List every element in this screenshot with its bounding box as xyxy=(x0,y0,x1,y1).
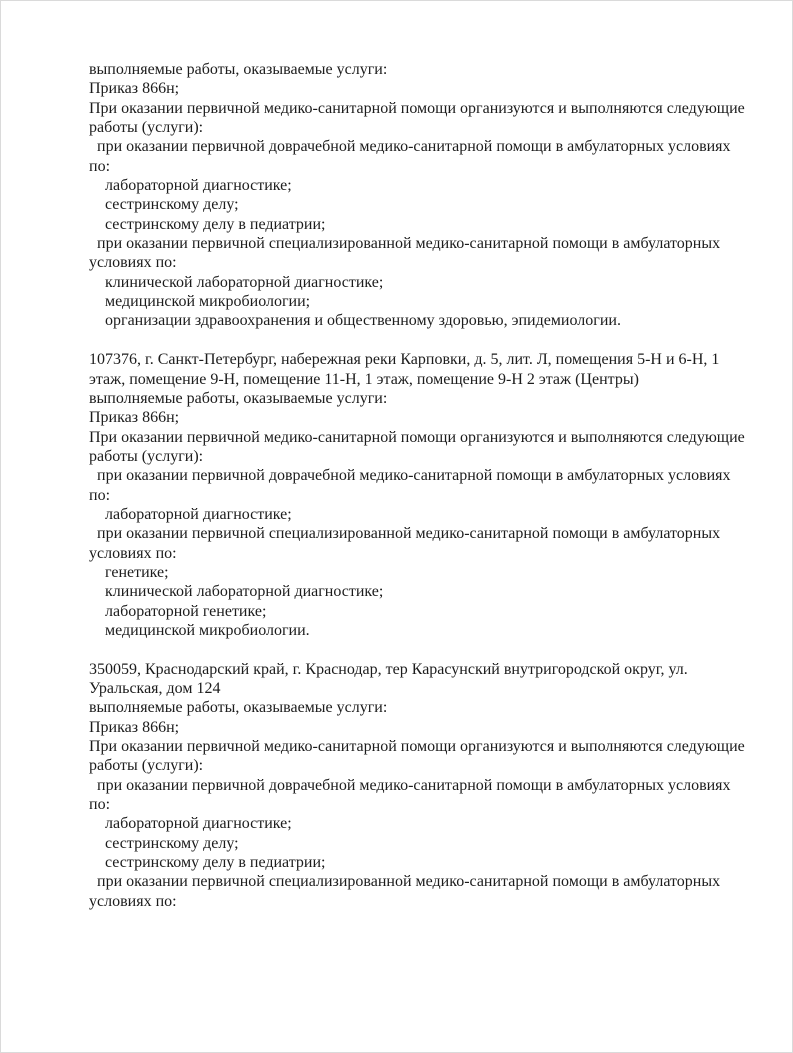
text-line: выполняемые работы, оказываемые услуги: xyxy=(89,699,388,717)
text-line: Приказ 866н; xyxy=(89,80,180,98)
text-line: При оказании первичной медико-санитарной помощи организуются и выполняются следующие xyxy=(89,428,745,446)
text-line: по: xyxy=(89,486,111,504)
text-line: генетике; xyxy=(89,563,169,581)
text-line: Приказ 866н; xyxy=(89,718,180,736)
text-line: Уральская, дом 124 xyxy=(89,680,221,697)
text-block-3 xyxy=(89,660,749,911)
text-line: лабораторной диагностике; xyxy=(89,505,292,523)
text-line: работы (услуги): xyxy=(89,119,204,137)
text-line: условиях по: xyxy=(89,254,177,272)
text-line: по: xyxy=(89,157,111,175)
text-line: При оказании первичной медико-санитарной помощи организуются и выполняются следующие xyxy=(89,738,745,756)
text-line: медицинской микробиологии; xyxy=(89,293,311,311)
text-line: клинической лабораторной диагностике; xyxy=(89,273,384,291)
text-line: выполняемые работы, оказываемые услуги: xyxy=(89,389,388,407)
text-line: при оказании первичной доврачебной медико-санитарной помощи в амбулаторных условиях xyxy=(89,467,731,485)
document-page xyxy=(1,1,792,1052)
text-line: при оказании первичной доврачебной медико-санитарной помощи в амбулаторных условиях xyxy=(89,776,731,794)
text-line: 350059, Краснодарский край, г. Краснодар, тер Карасунский внутригородской округ, ул. xyxy=(89,660,688,678)
text-line: выполняемые работы, оказываемые услуги: xyxy=(89,61,388,78)
text-line: Приказ 866н; xyxy=(89,409,180,427)
text-line: сестринскому делу; xyxy=(89,834,239,852)
text-line: сестринскому делу в педиатрии; xyxy=(89,854,326,872)
text-line: по: xyxy=(89,796,111,814)
license-text-body xyxy=(89,60,749,911)
text-line: лабораторной диагностике; xyxy=(89,177,292,195)
text-line: сестринскому делу в педиатрии; xyxy=(89,215,326,233)
text-line: лабораторной генетике; xyxy=(89,602,267,620)
text-line: При оказании первичной медико-санитарной помощи организуются и выполняются следующие xyxy=(89,99,745,117)
text-block-2 xyxy=(89,350,749,640)
text-line: условиях по: xyxy=(89,544,177,562)
text-line: при оказании первичной специализированной медико-санитарной помощи в амбулаторных xyxy=(89,525,721,543)
text-line: сестринскому делу; xyxy=(89,196,239,214)
text-line: при оказании первичной доврачебной медико-санитарной помощи в амбулаторных условиях xyxy=(89,138,731,156)
text-line: организации здравоохранения и общественному здоровью, эпидемиологии. xyxy=(89,312,621,330)
text-line: при оказании первичной специализированной медико-санитарной помощи в амбулаторных xyxy=(89,235,721,253)
text-line: работы (услуги): xyxy=(89,757,204,775)
text-block-1 xyxy=(89,60,749,331)
text-line: клинической лабораторной диагностике; xyxy=(89,583,384,601)
text-line: медицинской микробиологии. xyxy=(89,621,310,639)
text-line: лабораторной диагностике; xyxy=(89,815,292,833)
text-line: 107376, г. Санкт-Петербург, набережная реки Карповки, д. 5, лит. Л, помещения 5-Н и 6-Н, 1 xyxy=(89,351,720,369)
text-line: работы (услуги): xyxy=(89,447,204,465)
text-line: при оказании первичной специализированной медико-санитарной помощи в амбулаторных xyxy=(89,873,721,891)
text-line: этаж, помещение 9-Н, помещение 11-Н, 1 этаж, помещение 9-Н 2 этаж (Центры) xyxy=(89,370,639,388)
text-line: условиях по: xyxy=(89,892,177,910)
